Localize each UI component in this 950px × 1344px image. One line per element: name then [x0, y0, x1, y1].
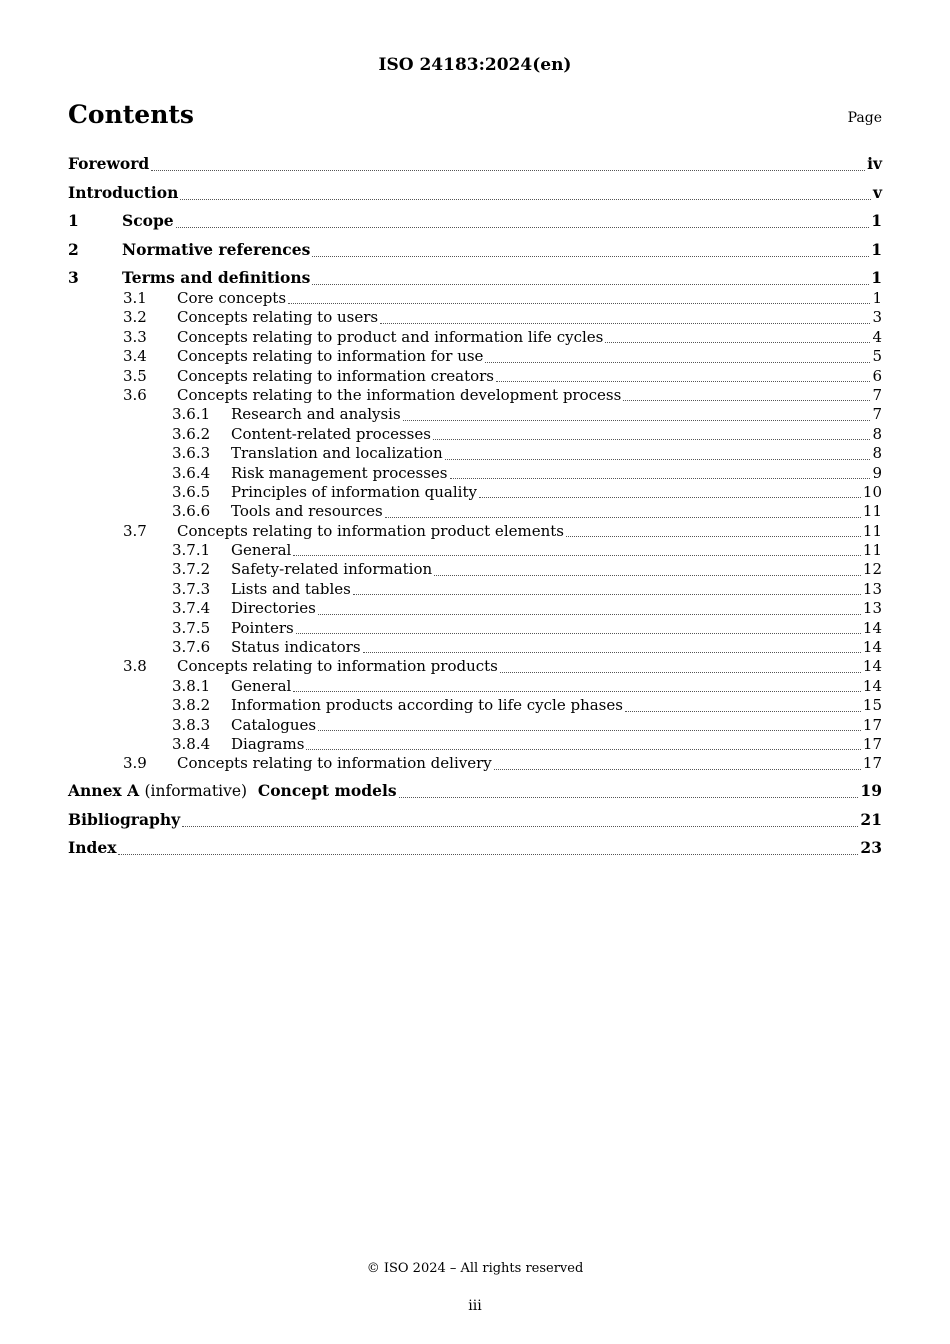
toc-entry-title: Catalogues: [231, 715, 317, 734]
toc-entry-page: 19: [860, 781, 882, 801]
dot-leader: [288, 302, 870, 304]
toc-entry-title: Concepts relating to information product elements: [177, 521, 564, 540]
dot-leader: [433, 438, 871, 440]
dot-leader: [605, 341, 870, 343]
toc-entry-number: 3.8.3: [172, 715, 211, 734]
toc-entry-title: Directories: [231, 599, 316, 618]
toc-entry[interactable]: [68, 239, 882, 261]
toc-entry[interactable]: [68, 182, 882, 204]
toc-entry-title: Concepts relating to the information development process: [177, 385, 622, 404]
toc-entry-page: 13: [862, 579, 882, 598]
toc-entry-page: 14: [862, 657, 882, 676]
dot-leader: [312, 255, 869, 257]
toc-entry[interactable]: [68, 754, 882, 773]
toc-entry-number: 2: [68, 239, 79, 259]
dot-leader: [623, 399, 870, 401]
annex-note: (informative): [144, 782, 248, 801]
dot-leader: [293, 690, 861, 692]
toc-entry[interactable]: [68, 541, 882, 560]
toc-entry-number: 3.7.4: [172, 599, 211, 618]
toc-entry-page: 1: [871, 211, 882, 230]
toc-entry-page: 8: [872, 424, 882, 443]
toc-entry-page: 4: [872, 327, 882, 346]
toc-entry-number: 3.6.1: [172, 405, 211, 424]
annex-title: Concept models: [257, 781, 397, 801]
toc-entry-page: 11: [862, 502, 882, 521]
toc-entry-page: 10: [862, 482, 882, 501]
toc-entry-page: 1: [871, 268, 882, 287]
dot-leader: [625, 710, 861, 712]
toc-entry[interactable]: [68, 405, 882, 424]
toc-entry-number: 3.6.3: [172, 444, 211, 463]
toc-entry-page: 11: [862, 541, 882, 560]
toc-entry-page: 7: [872, 405, 882, 424]
toc-entry[interactable]: [68, 464, 882, 483]
toc-entry-page: 14: [862, 676, 882, 695]
dot-leader: [353, 593, 861, 595]
toc-entry-title: Concepts relating to product and information life cycles: [177, 327, 604, 346]
toc-entry-title: Pointers: [231, 618, 294, 637]
toc-entry[interactable]: [68, 677, 882, 696]
toc-entry[interactable]: [68, 289, 882, 308]
dot-leader: [296, 632, 861, 634]
toc-entry-number: 3.7.5: [172, 618, 211, 637]
toc-entry-page: 1: [872, 289, 882, 307]
toc-entry-page: 11: [862, 521, 882, 540]
toc-entry-title: Terms and definitions: [122, 268, 311, 287]
dot-leader: [306, 748, 861, 750]
toc-entry-number: 3.6.4: [172, 463, 211, 482]
dot-leader: [118, 853, 858, 855]
toc-entry[interactable]: [68, 619, 882, 638]
toc-entry-page: 17: [862, 734, 882, 753]
toc-entry[interactable]: [68, 483, 882, 502]
dot-leader: [180, 198, 871, 200]
dot-leader: [318, 729, 861, 731]
dot-leader: [566, 535, 861, 537]
toc-entry-number: 3.7.3: [172, 579, 211, 598]
dot-leader: [293, 554, 861, 556]
dot-leader: [151, 169, 865, 171]
page-title: Contents: [68, 100, 195, 129]
toc-entry-title: Concepts relating to information creators: [177, 366, 494, 385]
toc-entry-title: Introduction: [68, 182, 179, 202]
toc-entry-title: Safety-related information: [231, 560, 433, 579]
dot-leader: [485, 361, 870, 363]
toc-entry-number: 3: [68, 268, 79, 287]
dot-leader: [479, 496, 861, 498]
toc-entry-number: 1: [68, 211, 79, 230]
toc-entry[interactable]: [68, 638, 882, 657]
toc-entry-number: 3.8.4: [172, 734, 211, 753]
toc-entry[interactable]: [68, 522, 882, 541]
dot-leader: [445, 458, 871, 460]
toc-entry-page: 17: [862, 754, 882, 773]
toc-entry-page: 15: [862, 696, 882, 715]
toc-entry-page: 23: [860, 838, 882, 858]
toc-entry[interactable]: [68, 308, 882, 327]
toc-entry[interactable]: [68, 599, 882, 618]
copyright-footer: © ISO 2024 – All rights reserved: [366, 1261, 584, 1276]
toc-entry-title: [68, 780, 397, 802]
toc-entry-page: 12: [862, 560, 882, 579]
toc-entry-title: Core concepts: [177, 289, 287, 307]
toc-entry[interactable]: [68, 444, 882, 463]
dot-leader: [312, 283, 869, 285]
toc-entry-number: 3.2: [123, 308, 147, 327]
dot-leader: [500, 671, 861, 673]
toc-entry-title: Status indicators: [231, 638, 361, 657]
toc-entry-title: Risk management processes: [231, 463, 448, 482]
page-number: iii: [468, 1298, 482, 1314]
toc-entry-page: iv: [867, 154, 882, 173]
toc-entry[interactable]: [68, 210, 882, 232]
toc-entry-title: Concepts relating to information for use: [177, 347, 484, 366]
toc-entry-title: Scope: [122, 211, 174, 230]
dot-leader: [399, 796, 859, 798]
toc-entry-title: General: [231, 676, 292, 695]
toc-entry-title: Foreword: [68, 154, 150, 173]
toc-entry-number: 3.8: [123, 657, 147, 676]
toc-entry-page: v: [872, 182, 882, 202]
toc-entry-title: Translation and localization: [231, 444, 443, 463]
toc-entry-number: 3.7.6: [172, 638, 211, 657]
toc-entry-page: 13: [862, 599, 882, 618]
toc-entry-number: 3.6: [123, 385, 147, 404]
dot-leader: [385, 516, 861, 518]
toc-entry-title: Tools and resources: [231, 502, 383, 521]
dot-leader: [380, 322, 870, 324]
toc-entry[interactable]: [68, 153, 882, 175]
toc-entry[interactable]: [68, 735, 882, 754]
toc-entry-number: 3.8.2: [172, 696, 211, 715]
toc-entry-page: 14: [862, 638, 882, 657]
toc-entry[interactable]: [68, 425, 882, 444]
dot-leader: [182, 825, 858, 827]
toc-entry-page: 1: [871, 239, 882, 259]
toc-entry-number: 3.1: [123, 289, 147, 307]
toc-entry[interactable]: [68, 502, 882, 521]
toc-entry-title: Normative references: [122, 239, 311, 259]
toc-entry-title: Index: [68, 838, 117, 858]
table-of-contents: [68, 153, 882, 859]
toc-entry[interactable]: [68, 696, 882, 715]
toc-entry[interactable]: [68, 580, 882, 599]
toc-entry[interactable]: [68, 267, 882, 289]
toc-entry[interactable]: [68, 657, 882, 676]
toc-entry-number: 3.3: [123, 327, 147, 346]
toc-entry-number: 3.7.2: [172, 560, 211, 579]
toc-entry-number: 3.6.2: [172, 424, 211, 443]
toc-entry-title: Concepts relating to information products: [177, 657, 498, 676]
toc-entry-page: 5: [872, 347, 882, 366]
toc-entry-number: 3.6.5: [172, 482, 211, 501]
toc-entry[interactable]: [68, 560, 882, 579]
toc-entry[interactable]: [68, 716, 882, 735]
dot-leader: [363, 651, 861, 653]
toc-entry-page: 14: [862, 618, 882, 637]
toc-entry[interactable]: [68, 328, 882, 347]
page-column-label: Page: [847, 110, 882, 126]
toc-entry-number: 3.8.1: [172, 676, 211, 695]
dot-leader: [494, 768, 861, 770]
toc-entry-title: Principles of information quality: [231, 482, 477, 501]
toc-entry-page: 7: [872, 385, 882, 404]
toc-entry-title: Concepts relating to information delivery: [177, 754, 492, 773]
dot-leader: [450, 477, 871, 479]
toc-entry-title: General: [231, 541, 292, 560]
toc-entry-title: Research and analysis: [231, 405, 401, 424]
toc-entry[interactable]: [68, 780, 882, 802]
document-id: ISO 24183:2024(en): [378, 55, 572, 75]
toc-entry-page: 8: [872, 444, 882, 463]
toc-entry-title: Content-related processes: [231, 424, 431, 443]
annex-label: Annex A: [68, 781, 140, 801]
toc-entry-page: 3: [872, 308, 882, 327]
dot-leader: [434, 574, 861, 576]
toc-entry-title: Concepts relating to users: [177, 308, 379, 327]
toc-entry[interactable]: [68, 367, 882, 386]
toc-entry-title: Diagrams: [231, 734, 305, 753]
toc-entry-number: 3.6.6: [172, 502, 211, 521]
toc-entry-number: 3.4: [123, 347, 147, 366]
toc-entry-title: Information products according to life cycle phases: [231, 696, 623, 715]
toc-entry-page: 17: [862, 715, 882, 734]
dot-leader: [318, 613, 861, 615]
dot-leader: [496, 380, 870, 382]
dot-leader: [176, 226, 870, 228]
toc-entry-number: 3.5: [123, 366, 147, 385]
toc-entry-title: Lists and tables: [231, 579, 351, 598]
toc-entry[interactable]: [68, 837, 882, 859]
toc-entry-title: Bibliography: [68, 809, 181, 829]
toc-entry-page: 6: [872, 366, 882, 385]
toc-entry-page: 21: [860, 809, 882, 829]
dot-leader: [403, 419, 871, 421]
toc-entry-number: 3.7: [123, 521, 147, 540]
toc-entry[interactable]: [68, 386, 882, 405]
toc-entry-number: 3.7.1: [172, 541, 211, 560]
toc-entry[interactable]: [68, 809, 882, 831]
toc-entry[interactable]: [68, 347, 882, 366]
toc-entry-page: 9: [872, 463, 882, 482]
toc-entry-number: 3.9: [123, 754, 147, 773]
